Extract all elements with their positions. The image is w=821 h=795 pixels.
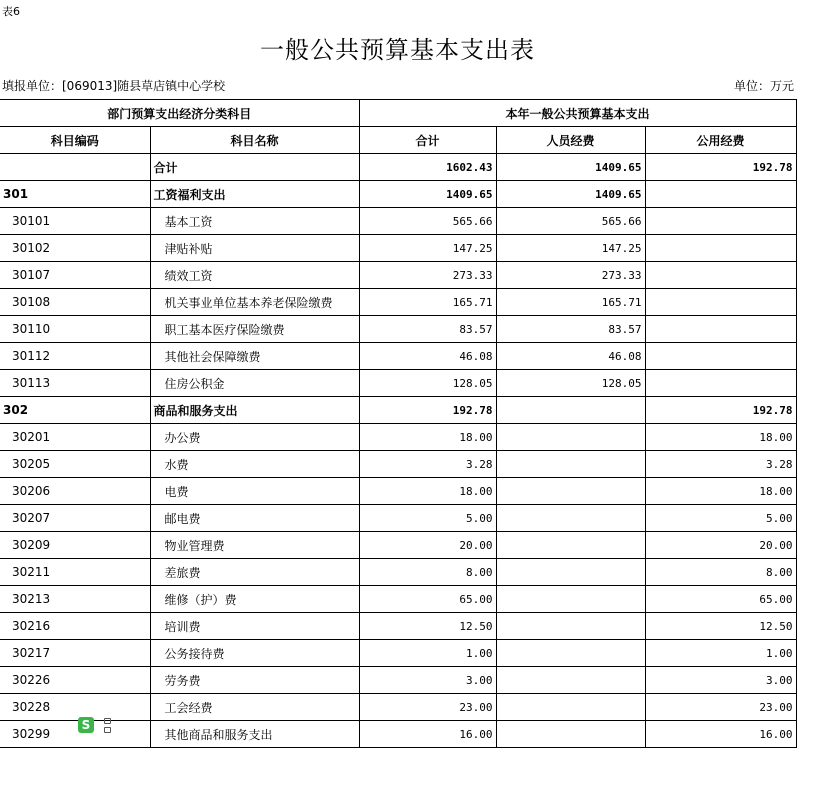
cell-personnel (496, 694, 645, 721)
cell-code: 30209 (0, 532, 150, 559)
cell-total: 12.50 (359, 613, 496, 640)
table-row (0, 262, 796, 289)
cell-total: 8.00 (359, 559, 496, 586)
col-header-code: 科目编码 (0, 127, 150, 154)
cell-name: 公务接待费 (150, 640, 359, 667)
table-row (0, 667, 796, 694)
table-row (0, 343, 796, 370)
cell-total: 20.00 (359, 532, 496, 559)
cell-name: 工资福利支出 (150, 181, 359, 208)
table-row (0, 235, 796, 262)
cell-total: 565.66 (359, 208, 496, 235)
table-number-tag: 表6 (2, 5, 20, 18)
group-header-classification: 部门预算支出经济分类科目 (0, 100, 359, 127)
cell-code: 30205 (0, 451, 150, 478)
page-title: 一般公共预算基本支出表 (260, 36, 535, 64)
table-body (0, 154, 796, 748)
col-header-name: 科目名称 (150, 127, 359, 154)
cell-public (645, 343, 796, 370)
cell-code: 30206 (0, 478, 150, 505)
cell-total: 18.00 (359, 478, 496, 505)
cell-name: 其他社会保障缴费 (150, 343, 359, 370)
cell-personnel (496, 586, 645, 613)
cell-total: 23.00 (359, 694, 496, 721)
cell-total: 128.05 (359, 370, 496, 397)
table-row (0, 505, 796, 532)
cell-total: 1409.65 (359, 181, 496, 208)
cell-personnel (496, 559, 645, 586)
cell-code: 30112 (0, 343, 150, 370)
cell-name: 水费 (150, 451, 359, 478)
cell-personnel (496, 721, 645, 748)
cell-public: 23.00 (645, 694, 796, 721)
cell-public: 18.00 (645, 478, 796, 505)
table-row (0, 559, 796, 586)
cell-code: 30217 (0, 640, 150, 667)
table-row (0, 532, 796, 559)
col-header-total: 合计 (359, 127, 496, 154)
table-row (0, 181, 796, 208)
amount-unit: 单位：万元 (733, 79, 794, 93)
cell-name: 合计 (150, 154, 359, 181)
cell-public (645, 181, 796, 208)
table-row (0, 289, 796, 316)
cell-code: 30213 (0, 586, 150, 613)
cell-total: 83.57 (359, 316, 496, 343)
cell-personnel: 128.05 (496, 370, 645, 397)
cell-code: 30211 (0, 559, 150, 586)
cell-code (0, 154, 150, 181)
cell-public (645, 370, 796, 397)
cell-total: 192.78 (359, 397, 496, 424)
cell-code: 30113 (0, 370, 150, 397)
cell-total: 3.28 (359, 451, 496, 478)
reporting-unit: 填报单位：[069013]随县草店镇中心学校 (2, 79, 226, 93)
cell-code: 30207 (0, 505, 150, 532)
cell-public: 192.78 (645, 397, 796, 424)
cell-code: 30110 (0, 316, 150, 343)
col-header-personnel: 人员经费 (496, 127, 645, 154)
cell-total: 65.00 (359, 586, 496, 613)
table-row (0, 154, 796, 181)
cell-public (645, 289, 796, 316)
cell-name: 绩效工资 (150, 262, 359, 289)
table-row (0, 478, 796, 505)
input-method-s-icon[interactable]: S (78, 717, 94, 733)
cell-personnel (496, 532, 645, 559)
cell-total: 1602.43 (359, 154, 496, 181)
cell-code: 30216 (0, 613, 150, 640)
cell-code: 302 (0, 397, 150, 424)
group-header-row (0, 100, 796, 127)
cell-public: 16.00 (645, 721, 796, 748)
cell-total: 46.08 (359, 343, 496, 370)
cell-name: 津贴补贴 (150, 235, 359, 262)
cell-personnel (496, 505, 645, 532)
cell-code: 30107 (0, 262, 150, 289)
cell-personnel: 1409.65 (496, 181, 645, 208)
cell-public: 18.00 (645, 424, 796, 451)
col-header-public: 公用经费 (645, 127, 796, 154)
cell-personnel (496, 613, 645, 640)
table-row (0, 397, 796, 424)
cell-personnel (496, 478, 645, 505)
cell-public: 1.00 (645, 640, 796, 667)
cell-personnel: 147.25 (496, 235, 645, 262)
cell-public: 12.50 (645, 613, 796, 640)
cell-public (645, 235, 796, 262)
cell-name: 工会经费 (150, 694, 359, 721)
column-header-row (0, 127, 796, 154)
cell-name: 商品和服务支出 (150, 397, 359, 424)
cell-personnel (496, 667, 645, 694)
cell-name: 基本工资 (150, 208, 359, 235)
cell-public: 8.00 (645, 559, 796, 586)
cell-name: 邮电费 (150, 505, 359, 532)
cell-public (645, 208, 796, 235)
table-row (0, 370, 796, 397)
table-row (0, 208, 796, 235)
cell-total: 147.25 (359, 235, 496, 262)
cell-personnel: 165.71 (496, 289, 645, 316)
table-row (0, 316, 796, 343)
cell-name: 职工基本医疗保险缴费 (150, 316, 359, 343)
cell-public: 5.00 (645, 505, 796, 532)
unit-row (2, 77, 794, 95)
cell-name: 维修（护）费 (150, 586, 359, 613)
cell-code: 30201 (0, 424, 150, 451)
table-row (0, 694, 796, 721)
cell-code: 30299 (0, 721, 150, 748)
cell-total: 3.00 (359, 667, 496, 694)
cell-name: 机关事业单位基本养老保险缴费 (150, 289, 359, 316)
table-row (0, 640, 796, 667)
cell-personnel: 83.57 (496, 316, 645, 343)
cell-total: 1.00 (359, 640, 496, 667)
cell-code: 301 (0, 181, 150, 208)
table-row (0, 586, 796, 613)
cell-public: 3.28 (645, 451, 796, 478)
cell-public (645, 316, 796, 343)
cell-public (645, 262, 796, 289)
cell-total: 16.00 (359, 721, 496, 748)
cell-code: 30101 (0, 208, 150, 235)
cell-personnel (496, 451, 645, 478)
cell-name: 住房公积金 (150, 370, 359, 397)
table-row (0, 424, 796, 451)
cell-personnel (496, 640, 645, 667)
cell-code: 30228 (0, 694, 150, 721)
cell-public: 3.00 (645, 667, 796, 694)
cell-public: 192.78 (645, 154, 796, 181)
cell-name: 物业管理费 (150, 532, 359, 559)
cell-code: 30108 (0, 289, 150, 316)
cell-personnel: 273.33 (496, 262, 645, 289)
table-row (0, 721, 796, 748)
ime-menu-icon[interactable] (104, 718, 110, 732)
cell-name: 差旅费 (150, 559, 359, 586)
cell-total: 165.71 (359, 289, 496, 316)
cell-personnel (496, 397, 645, 424)
ime-status-badge[interactable] (74, 716, 118, 736)
cell-name: 其他商品和服务支出 (150, 721, 359, 748)
cell-public: 20.00 (645, 532, 796, 559)
cell-name: 培训费 (150, 613, 359, 640)
budget-table (0, 99, 797, 748)
cell-name: 办公费 (150, 424, 359, 451)
cell-code: 30102 (0, 235, 150, 262)
cell-name: 劳务费 (150, 667, 359, 694)
cell-total: 18.00 (359, 424, 496, 451)
table-row (0, 613, 796, 640)
table-row (0, 451, 796, 478)
cell-code: 30226 (0, 667, 150, 694)
cell-personnel: 46.08 (496, 343, 645, 370)
cell-total: 5.00 (359, 505, 496, 532)
cell-personnel: 565.66 (496, 208, 645, 235)
group-header-expenditure: 本年一般公共预算基本支出 (359, 100, 796, 127)
cell-personnel (496, 424, 645, 451)
cell-personnel: 1409.65 (496, 154, 645, 181)
cell-public: 65.00 (645, 586, 796, 613)
cell-total: 273.33 (359, 262, 496, 289)
cell-name: 电费 (150, 478, 359, 505)
